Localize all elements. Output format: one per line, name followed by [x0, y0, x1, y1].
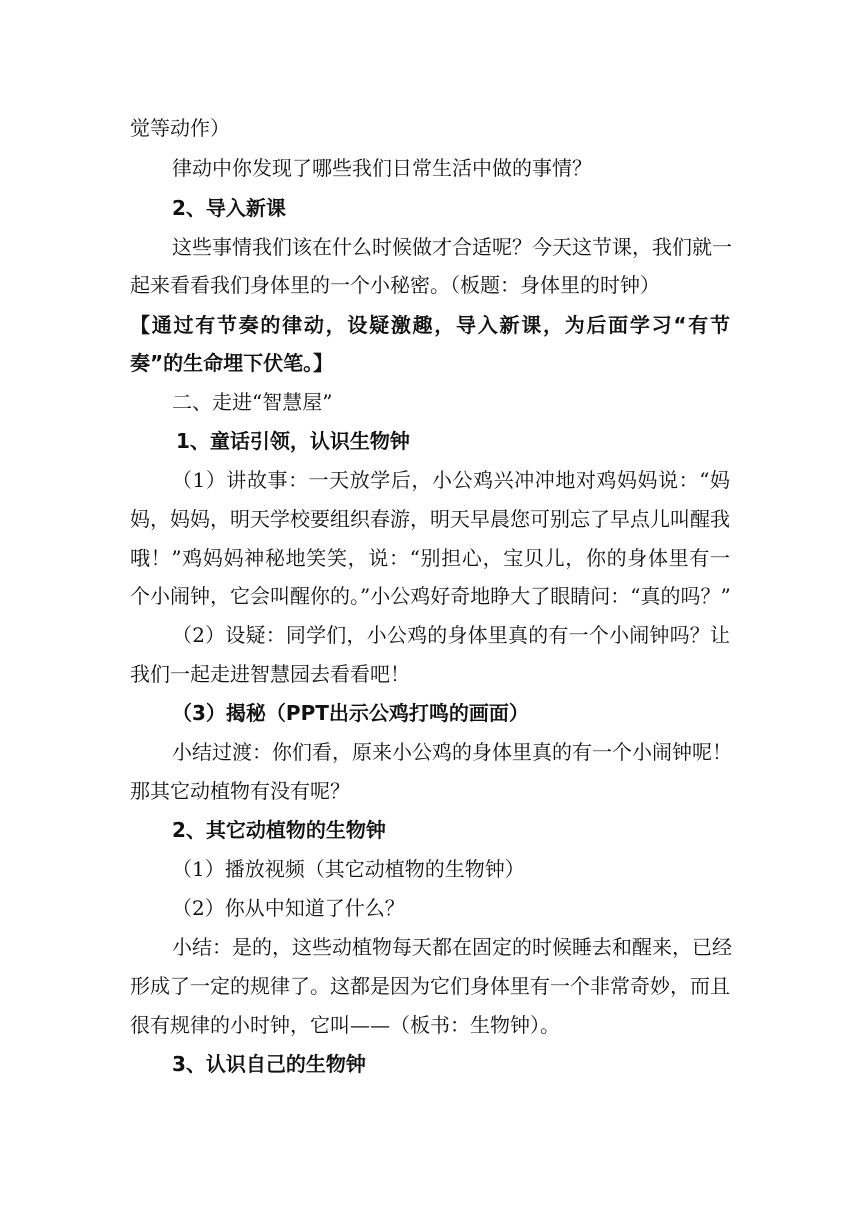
text-line: 个小闹钟，它会叫醒你的。”小公鸡好奇地睁大了眼睛问：“真的吗？”	[130, 584, 731, 608]
text-line: 小结：是的，这些动植物每天都在固定的时候睡去和醒来，已经	[172, 935, 732, 959]
text-line: 我们一起走进智慧园去看看吧！	[130, 662, 410, 686]
text-line: 那其它动植物有没有呢？	[130, 779, 350, 803]
text-line: （2）设疑：同学们，小公鸡的身体里真的有一个小闹钟吗？让	[172, 623, 730, 647]
section-heading: 2、其它动植物的生物钟	[172, 818, 386, 842]
section-heading: 二、走进“智慧屋”	[172, 390, 333, 414]
text-line: 妈，妈妈，明天学校要组织春游，明天早晨您可别忘了早点儿叫醒我	[130, 507, 730, 531]
section-heading: 1、童话引领，认识生物钟	[176, 429, 410, 453]
text-line: 律动中你发现了哪些我们日常生活中做的事情？	[172, 156, 592, 180]
text-line: 小结过渡：你们看，原来小公鸡的身体里真的有一个小闹钟呢！	[172, 740, 732, 764]
text-line: 很有规律的小时钟，它叫——（板书：生物钟）。	[130, 1013, 560, 1037]
text-line: （1）播放视频（其它动植物的生物钟）	[172, 857, 525, 881]
text-line: （2）你从中知道了什么？	[172, 896, 405, 920]
design-note: 奏”的生命埋下伏笔。】	[130, 351, 334, 375]
section-heading: 3、认识自己的生物钟	[172, 1052, 366, 1076]
section-heading: 2、导入新课	[172, 196, 286, 220]
text-line: 哦！”鸡妈妈神秘地笑笑，说：“别担心，宝贝儿，你的身体里有一	[130, 546, 730, 570]
design-note: 【通过有节奏的律动，设疑激趣，导入新课，为后面学习“有节	[130, 313, 730, 337]
text-line: 起来看看我们身体里的一个小秘密。（板题：身体里的时钟）	[130, 273, 660, 297]
text-line: 这些事情我们该在什么时候做才合适呢？今天这节课，我们就一	[172, 235, 732, 259]
text-line: 觉等动作）	[130, 116, 230, 140]
text-line: 形成了一定的规律了。这都是因为它们身体里有一个非常奇妙，而且	[130, 974, 730, 998]
section-heading: （3）揭秘（PPT出示公鸡打鸣的画面）	[172, 701, 529, 725]
text-line: （1）讲故事：一天放学后，小公鸡兴冲冲地对鸡妈妈说：“妈	[172, 468, 730, 492]
